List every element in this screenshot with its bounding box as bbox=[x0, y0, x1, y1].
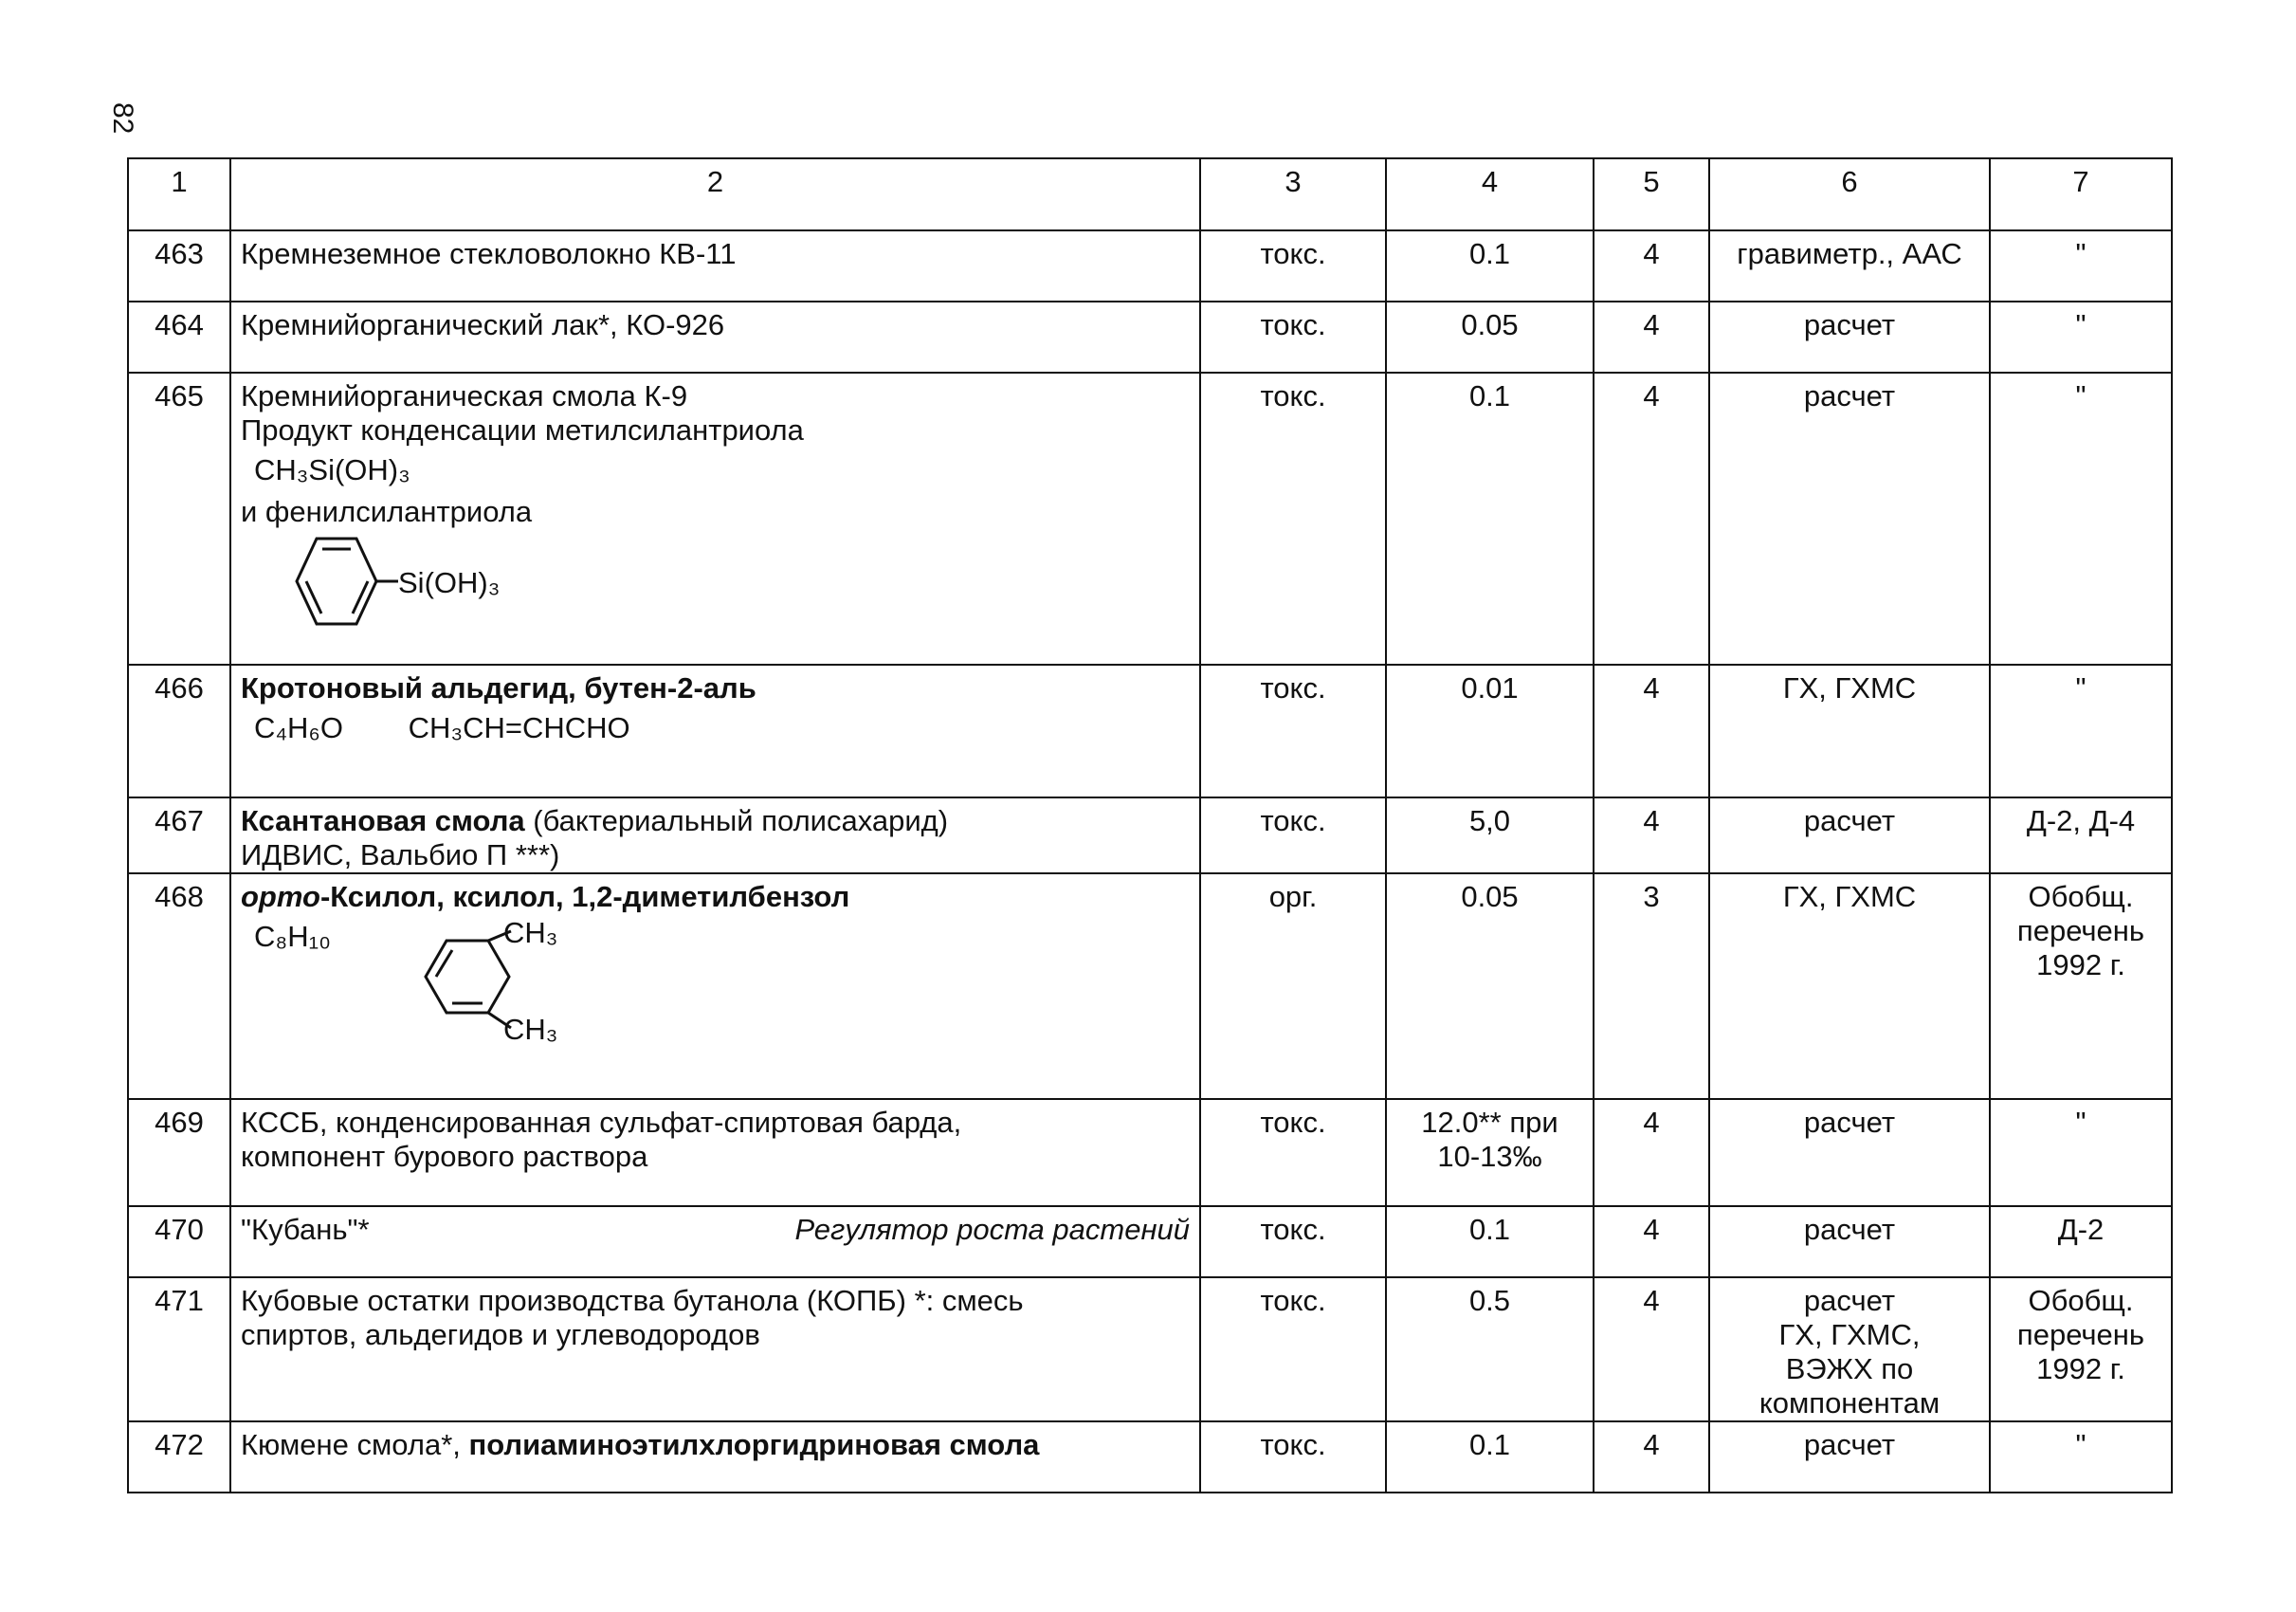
substance-name-bold: Ксантановая смола bbox=[241, 804, 525, 837]
col-4-value: 0.05 bbox=[1386, 873, 1594, 1099]
row-number: 467 bbox=[128, 797, 230, 873]
col-3-value: токс. bbox=[1200, 797, 1386, 873]
col-4-value: 0.1 bbox=[1386, 230, 1594, 302]
benzene-ring-icon bbox=[269, 529, 554, 643]
col-5-value: 4 bbox=[1594, 797, 1709, 873]
substance-name bbox=[241, 1428, 1190, 1462]
substance-name: КССБ, конденсированная сульфат-спиртовая барда, bbox=[241, 1106, 962, 1139]
substance-name-plain: Кюмене смола*, bbox=[241, 1428, 469, 1461]
substance-name-bold: -Ксилол, ксилол, 1,2-диметилбензол bbox=[319, 880, 850, 913]
substance-cell bbox=[230, 1421, 1200, 1493]
col-6-line-1: расчет bbox=[1803, 1284, 1896, 1317]
row-number: 468 bbox=[128, 873, 230, 1099]
col-7-value: " bbox=[1990, 1099, 2172, 1206]
col-7-value: Д-2, Д-4 bbox=[1990, 797, 2172, 873]
table-row bbox=[128, 302, 2172, 373]
substance-cell bbox=[230, 1206, 1200, 1277]
chemical-formula: CH₃Si(OH)₃ bbox=[254, 453, 410, 486]
col-6-line-3: ВЭЖХ по bbox=[1785, 1352, 1914, 1385]
substance-cell bbox=[230, 873, 1200, 1099]
substance-description-2: и фенилсилантриола bbox=[241, 495, 533, 528]
row-number: 472 bbox=[128, 1421, 230, 1493]
col-6-line-2: ГХ, ГХМС, bbox=[1778, 1318, 1921, 1351]
xylene-structure bbox=[397, 922, 625, 1054]
substance-note: Регулятор роста растений bbox=[794, 1213, 1190, 1246]
table-row bbox=[128, 1206, 2172, 1277]
substance-description: компонент бурового раствора bbox=[241, 1140, 648, 1173]
col-7-line-1: Обобщ. bbox=[2028, 880, 2134, 913]
col-3-value: орг. bbox=[1200, 873, 1386, 1099]
table-row bbox=[128, 230, 2172, 302]
substance-description: Продукт конденсации метилсилантриола bbox=[241, 413, 804, 447]
header-col-1: 1 bbox=[128, 158, 230, 230]
col-7-line-2: перечень bbox=[2016, 914, 2145, 947]
col-6-value: расчет bbox=[1709, 797, 1990, 873]
row-number: 469 bbox=[128, 1099, 230, 1206]
row-number: 464 bbox=[128, 302, 230, 373]
col-3-value: токс. bbox=[1200, 1206, 1386, 1277]
substances-table bbox=[127, 157, 2173, 1493]
col-5-value: 4 bbox=[1594, 1421, 1709, 1493]
col-5-value: 4 bbox=[1594, 1099, 1709, 1206]
table-row bbox=[128, 1099, 2172, 1206]
formula-block bbox=[254, 920, 1190, 1054]
col-5-value: 4 bbox=[1594, 665, 1709, 797]
table-row bbox=[128, 373, 2172, 665]
table-row bbox=[128, 873, 2172, 1099]
substance-cell bbox=[230, 1099, 1200, 1206]
col-4-value: 0.5 bbox=[1386, 1277, 1594, 1421]
substance-cell bbox=[230, 373, 1200, 665]
substance-name-rest: (бактериальный полисахарид) bbox=[524, 804, 949, 837]
header-col-4: 4 bbox=[1386, 158, 1594, 230]
col-4-value: 0.1 bbox=[1386, 1206, 1594, 1277]
substance-cell bbox=[230, 1277, 1200, 1421]
col-5-value: 3 bbox=[1594, 873, 1709, 1099]
substance-name: Кремнеземное стекловолокно КВ-11 bbox=[230, 230, 1200, 302]
substance-name-prefix: орто bbox=[241, 880, 320, 913]
substance-description: спиртов, альдегидов и углеводородов bbox=[241, 1318, 760, 1351]
row-number: 470 bbox=[128, 1206, 230, 1277]
row-number: 463 bbox=[128, 230, 230, 302]
col-6-value: расчет bbox=[1709, 302, 1990, 373]
phenylsilanetriol-structure bbox=[269, 529, 1190, 650]
substance-name bbox=[241, 880, 1190, 914]
col-6-value: расчет bbox=[1709, 373, 1990, 665]
col-7-value: Д-2 bbox=[1990, 1206, 2172, 1277]
chemical-formula bbox=[254, 711, 1190, 745]
methyl-label-1: CH₃ bbox=[502, 922, 558, 949]
col-7-value: " bbox=[1990, 1421, 2172, 1493]
col-6-value: расчет bbox=[1709, 1421, 1990, 1493]
substance-line bbox=[241, 1213, 1190, 1247]
header-col-7: 7 bbox=[1990, 158, 2172, 230]
substance-name: Кремнийорганическая смола К-9 bbox=[241, 379, 688, 412]
header-col-5: 5 bbox=[1594, 158, 1709, 230]
col-5-value: 4 bbox=[1594, 1206, 1709, 1277]
col-3-value: токс. bbox=[1200, 1099, 1386, 1206]
col-4-value: 5,0 bbox=[1386, 797, 1594, 873]
col-7-value: " bbox=[1990, 230, 2172, 302]
col-3-value: токс. bbox=[1200, 1421, 1386, 1493]
substance-name: Кубовые остатки производства бутанола (КОПБ) *: смесь bbox=[241, 1284, 1024, 1317]
col-6-value: расчет bbox=[1709, 1206, 1990, 1277]
substance-name-bold: полиаминоэтилхлоргидриновая смола bbox=[468, 1428, 1040, 1461]
col-6-value: гравиметр., ААС bbox=[1709, 230, 1990, 302]
col-7-line-2: перечень bbox=[2016, 1318, 2145, 1351]
row-number: 465 bbox=[128, 373, 230, 665]
chemical-formula: C₈H₁₀ bbox=[254, 920, 331, 953]
col-6-value bbox=[1709, 1277, 1990, 1421]
col-3-value: токс. bbox=[1200, 1277, 1386, 1421]
col-4-value: 0.1 bbox=[1386, 373, 1594, 665]
table-row bbox=[128, 797, 2172, 873]
substance-cell bbox=[230, 797, 1200, 873]
col-4-value: 0.05 bbox=[1386, 302, 1594, 373]
col-7-value: " bbox=[1990, 665, 2172, 797]
col-4-value: 0.1 bbox=[1386, 1421, 1594, 1493]
col-6-value: ГХ, ГХМС bbox=[1709, 873, 1990, 1099]
header-col-6: 6 bbox=[1709, 158, 1990, 230]
col-7-value: " bbox=[1990, 302, 2172, 373]
col-4-line-1: 12.0** при bbox=[1421, 1106, 1558, 1139]
substance-cell bbox=[230, 665, 1200, 797]
col-5-value: 4 bbox=[1594, 230, 1709, 302]
row-number: 466 bbox=[128, 665, 230, 797]
methyl-label-2: CH₃ bbox=[502, 1013, 558, 1046]
substituent-label: Si(OH)₃ bbox=[398, 566, 501, 599]
substance-description: ИДВИС, Вальбио П ***) bbox=[241, 838, 560, 871]
col-3-value: токс. bbox=[1200, 230, 1386, 302]
col-7-line-1: Обобщ. bbox=[2028, 1284, 2134, 1317]
substance-name: "Кубань"* bbox=[241, 1213, 370, 1246]
table-row bbox=[128, 665, 2172, 797]
col-3-value: токс. bbox=[1200, 373, 1386, 665]
col-7-value bbox=[1990, 1277, 2172, 1421]
col-7-value bbox=[1990, 873, 2172, 1099]
col-4-value: 0.01 bbox=[1386, 665, 1594, 797]
page-number: 82 bbox=[107, 102, 138, 135]
substance-name: Кремнийорганический лак*, КО-926 bbox=[230, 302, 1200, 373]
col-3-value: токс. bbox=[1200, 665, 1386, 797]
col-6-value: ГХ, ГХМС bbox=[1709, 665, 1990, 797]
header-col-3: 3 bbox=[1200, 158, 1386, 230]
formula-gross: C₄H₆O bbox=[254, 711, 344, 744]
col-6-value: расчет bbox=[1709, 1099, 1990, 1206]
col-6-line-4: компонентам bbox=[1758, 1386, 1941, 1420]
col-5-value: 4 bbox=[1594, 302, 1709, 373]
col-5-value: 4 bbox=[1594, 1277, 1709, 1421]
substance-name: Кротоновый альдегид, бутен-2-аль bbox=[241, 671, 756, 705]
col-4-line-2: 10-13‰ bbox=[1437, 1140, 1542, 1173]
table-row bbox=[128, 1277, 2172, 1421]
col-7-line-3: 1992 г. bbox=[2036, 948, 2125, 981]
formula-structural: CH₃CH=CHCHO bbox=[408, 711, 630, 744]
col-5-value: 4 bbox=[1594, 373, 1709, 665]
substance-name bbox=[241, 804, 1190, 838]
header-col-2: 2 bbox=[230, 158, 1200, 230]
header-row bbox=[128, 158, 2172, 230]
col-4-value bbox=[1386, 1099, 1594, 1206]
col-7-value: " bbox=[1990, 373, 2172, 665]
col-7-line-3: 1992 г. bbox=[2036, 1352, 2125, 1385]
row-number: 471 bbox=[128, 1277, 230, 1421]
col-3-value: токс. bbox=[1200, 302, 1386, 373]
table-row bbox=[128, 1421, 2172, 1493]
